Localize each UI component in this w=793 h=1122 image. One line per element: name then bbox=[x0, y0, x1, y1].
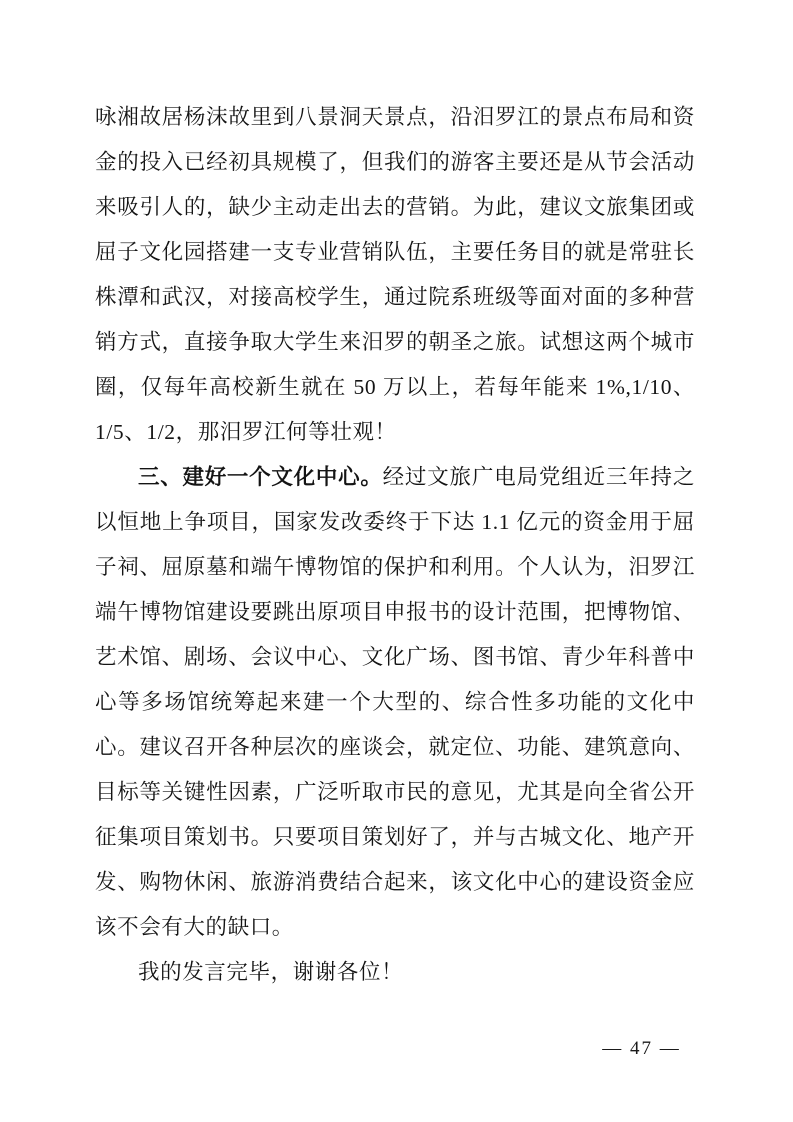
page-footer bbox=[0, 1038, 793, 1060]
section-heading-three: 三、建好一个文化中心。 bbox=[138, 465, 383, 490]
paragraph-2 bbox=[95, 455, 695, 950]
paragraph-3-text: 我的发言完毕，谢谢各位！ bbox=[138, 960, 404, 984]
paragraph-1-text: 咏湘故居杨沫故里到八景洞天景点，沿汨罗江的景点布局和资金的投入已经初具规模了，但我们的游客主要还是从节会活动来吸引人的，缺少主动走出去的营销。为此，建议文旅集团或屈子文化园搭建一支专业营销队伍，主要任务目的就是常驻长株潭和武汉，对接高校学生，通过院系班级等面对面的多种营销方式，直接争取大学生来汨罗的朝圣之旅。试想这两个城市圈，仅每年高校新生就在 50 万以上，若每年能来 1%,1/10、1/5、1/2，那汨罗江何等壮观！ bbox=[95, 105, 695, 444]
paragraph-3 bbox=[95, 950, 695, 995]
paragraph-1 bbox=[95, 95, 695, 455]
paragraph-2-text: 经过文旅广电局党组近三年持之以恒地上争项目，国家发改委终于下达 1.1 亿元的资金用于屈子祠、屈原墓和端午博物馆的保护和利用。个人认为，汨罗江端午博物馆建设要跳出原项目申报书的设计范围，把博物馆、艺术馆、剧场、会议中心、文化广场、图书馆、青少年科普中心等多场馆统筹起来建一个大型的、综合性多功能的文化中心。建议召开各种层次的座谈会，就定位、功能、建筑意向、目标等关键性因素，广泛听取市民的意见，尤其是向全省公开征集项目策划书。只要项目策划好了，并与古城文化、地产开发、购物休闲、旅游消费结合起来，该文化中心的建设资金应该不会有大的缺口。 bbox=[95, 465, 695, 939]
document-body bbox=[95, 95, 695, 995]
page-number: — 47 — bbox=[602, 1038, 681, 1059]
